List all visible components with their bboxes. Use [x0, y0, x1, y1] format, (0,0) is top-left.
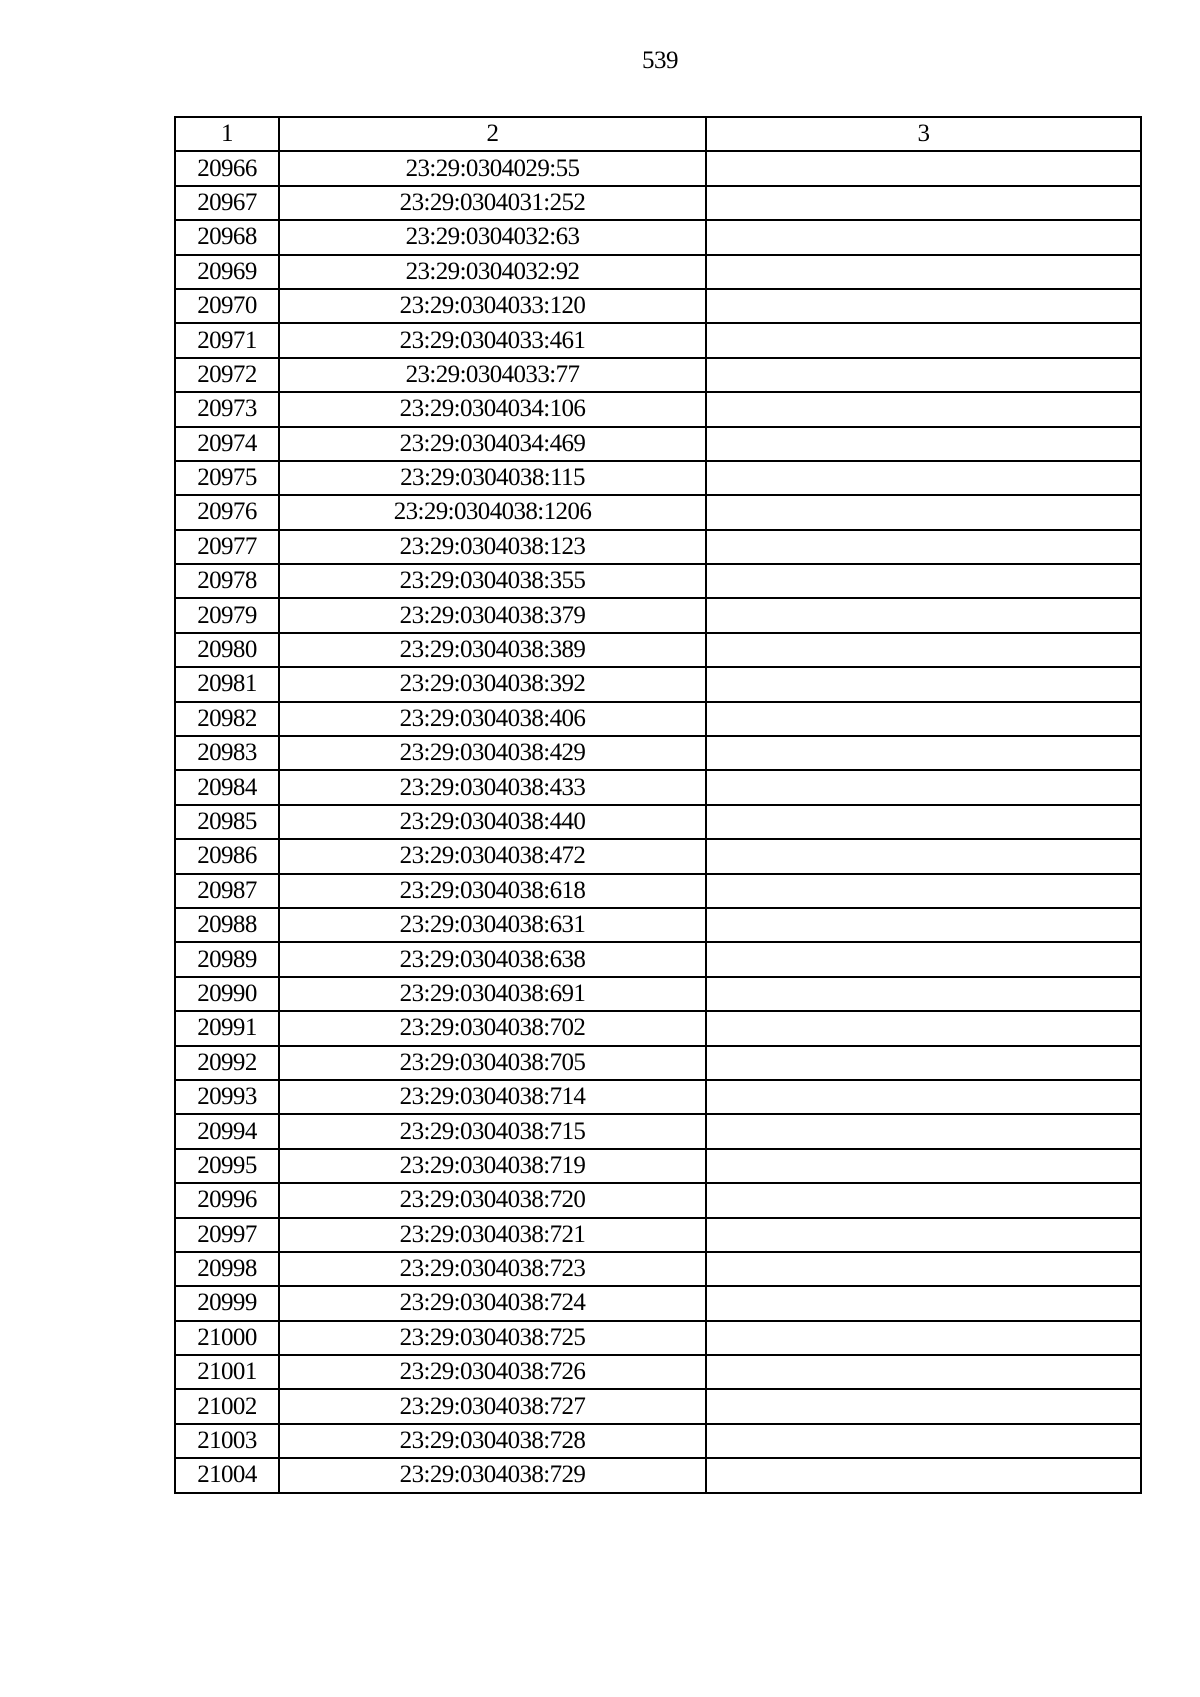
row-number-cell: 20980 [175, 633, 279, 667]
table-row [175, 702, 1141, 736]
column-3-cell [706, 1252, 1141, 1286]
cadastral-number-cell: 23:29:0304038:440 [279, 805, 706, 839]
row-number-cell: 20994 [175, 1114, 279, 1148]
cadastral-number-cell: 23:29:0304029:55 [279, 151, 706, 185]
row-number-cell: 20969 [175, 255, 279, 289]
column-header-1: 1 [175, 117, 279, 151]
table-row [175, 255, 1141, 289]
column-3-cell [706, 908, 1141, 942]
column-3-cell [706, 323, 1141, 357]
cadastral-number-cell: 23:29:0304033:461 [279, 323, 706, 357]
row-number-cell: 20993 [175, 1080, 279, 1114]
row-number-cell: 20999 [175, 1286, 279, 1320]
cadastral-number-cell: 23:29:0304038:728 [279, 1424, 706, 1458]
row-number-cell: 20992 [175, 1046, 279, 1080]
cadastral-number-cell: 23:29:0304038:631 [279, 908, 706, 942]
table-row [175, 1321, 1141, 1355]
column-3-cell [706, 461, 1141, 495]
cadastral-number-cell: 23:29:0304038:705 [279, 1046, 706, 1080]
row-number-cell: 20989 [175, 942, 279, 976]
row-number-cell: 20967 [175, 186, 279, 220]
column-3-cell [706, 874, 1141, 908]
cadastral-number-cell: 23:29:0304038:727 [279, 1389, 706, 1423]
table-row [175, 805, 1141, 839]
column-3-cell [706, 530, 1141, 564]
cadastral-number-cell: 23:29:0304038:392 [279, 667, 706, 701]
table-row [175, 1355, 1141, 1389]
column-3-cell [706, 667, 1141, 701]
row-number-cell: 21003 [175, 1424, 279, 1458]
row-number-cell: 20982 [175, 702, 279, 736]
column-3-cell [706, 495, 1141, 529]
row-number-cell: 20970 [175, 289, 279, 323]
table-row [175, 1011, 1141, 1045]
row-number-cell: 20996 [175, 1183, 279, 1217]
column-3-cell [706, 1458, 1141, 1492]
column-3-cell [706, 1183, 1141, 1217]
table-row [175, 1389, 1141, 1423]
cadastral-number-cell: 23:29:0304038:389 [279, 633, 706, 667]
column-3-cell [706, 186, 1141, 220]
cadastral-number-cell: 23:29:0304038:355 [279, 564, 706, 598]
column-header-2: 2 [279, 117, 706, 151]
column-3-cell [706, 1218, 1141, 1252]
page-number: 539 [642, 47, 678, 74]
table-row [175, 1046, 1141, 1080]
cadastral-number-cell: 23:29:0304038:1206 [279, 495, 706, 529]
column-3-cell [706, 255, 1141, 289]
cadastral-number-cell: 23:29:0304034:469 [279, 427, 706, 461]
table-row [175, 839, 1141, 873]
column-3-cell [706, 598, 1141, 632]
table-row [175, 495, 1141, 529]
table-row [175, 151, 1141, 185]
column-3-cell [706, 1114, 1141, 1148]
column-3-cell [706, 358, 1141, 392]
table-row [175, 358, 1141, 392]
row-number-cell: 20972 [175, 358, 279, 392]
column-3-cell [706, 392, 1141, 426]
column-3-cell [706, 839, 1141, 873]
column-3-cell [706, 736, 1141, 770]
column-3-cell [706, 1046, 1141, 1080]
table-row [175, 530, 1141, 564]
cadastral-number-cell: 23:29:0304038:723 [279, 1252, 706, 1286]
row-number-cell: 20974 [175, 427, 279, 461]
cadastral-number-cell: 23:29:0304038:472 [279, 839, 706, 873]
row-number-cell: 20968 [175, 220, 279, 254]
row-number-cell: 20971 [175, 323, 279, 357]
row-number-cell: 20966 [175, 151, 279, 185]
column-3-cell [706, 1389, 1141, 1423]
table-row [175, 461, 1141, 495]
table-row [175, 874, 1141, 908]
cadastral-number-cell: 23:29:0304038:729 [279, 1458, 706, 1492]
cadastral-number-cell: 23:29:0304038:123 [279, 530, 706, 564]
table-row [175, 977, 1141, 1011]
cadastral-number-cell: 23:29:0304031:252 [279, 186, 706, 220]
cadastral-number-cell: 23:29:0304038:720 [279, 1183, 706, 1217]
row-number-cell: 20990 [175, 977, 279, 1011]
column-3-cell [706, 1424, 1141, 1458]
row-number-cell: 20981 [175, 667, 279, 701]
cadastral-number-cell: 23:29:0304034:106 [279, 392, 706, 426]
cadastral-number-cell: 23:29:0304038:725 [279, 1321, 706, 1355]
table-row [175, 667, 1141, 701]
table-row [175, 220, 1141, 254]
cadastral-number-cell: 23:29:0304033:77 [279, 358, 706, 392]
column-3-cell [706, 1355, 1141, 1389]
row-number-cell: 20973 [175, 392, 279, 426]
table-row [175, 942, 1141, 976]
table-row [175, 1080, 1141, 1114]
column-3-cell [706, 289, 1141, 323]
cadastral-number-cell: 23:29:0304038:429 [279, 736, 706, 770]
column-3-cell [706, 942, 1141, 976]
table-row [175, 1458, 1141, 1492]
table-row [175, 1114, 1141, 1148]
column-3-cell [706, 564, 1141, 598]
table-row [175, 1149, 1141, 1183]
column-3-cell [706, 702, 1141, 736]
column-3-cell [706, 770, 1141, 804]
cadastral-table [174, 116, 1142, 1494]
cadastral-number-cell: 23:29:0304038:638 [279, 942, 706, 976]
cadastral-number-cell: 23:29:0304038:433 [279, 770, 706, 804]
cadastral-number-cell: 23:29:0304038:115 [279, 461, 706, 495]
table-row [175, 1252, 1141, 1286]
row-number-cell: 20984 [175, 770, 279, 804]
column-3-cell [706, 1321, 1141, 1355]
table-body [175, 151, 1141, 1492]
row-number-cell: 20988 [175, 908, 279, 942]
row-number-cell: 21002 [175, 1389, 279, 1423]
row-number-cell: 20985 [175, 805, 279, 839]
cadastral-number-cell: 23:29:0304032:92 [279, 255, 706, 289]
table-row [175, 186, 1141, 220]
cadastral-number-cell: 23:29:0304038:719 [279, 1149, 706, 1183]
table-row [175, 323, 1141, 357]
column-3-cell [706, 427, 1141, 461]
cadastral-number-cell: 23:29:0304038:714 [279, 1080, 706, 1114]
column-3-cell [706, 1149, 1141, 1183]
column-3-cell [706, 633, 1141, 667]
column-3-cell [706, 1286, 1141, 1320]
table-row [175, 1218, 1141, 1252]
row-number-cell: 20978 [175, 564, 279, 598]
table-row [175, 564, 1141, 598]
table-row [175, 289, 1141, 323]
table-row [175, 1286, 1141, 1320]
row-number-cell: 20976 [175, 495, 279, 529]
column-3-cell [706, 1011, 1141, 1045]
cadastral-number-cell: 23:29:0304038:715 [279, 1114, 706, 1148]
cadastral-number-cell: 23:29:0304038:406 [279, 702, 706, 736]
row-number-cell: 20991 [175, 1011, 279, 1045]
table-row [175, 427, 1141, 461]
table-row [175, 770, 1141, 804]
table-row [175, 633, 1141, 667]
row-number-cell: 20998 [175, 1252, 279, 1286]
row-number-cell: 20995 [175, 1149, 279, 1183]
column-3-cell [706, 151, 1141, 185]
table-row [175, 392, 1141, 426]
row-number-cell: 20986 [175, 839, 279, 873]
row-number-cell: 21001 [175, 1355, 279, 1389]
row-number-cell: 21004 [175, 1458, 279, 1492]
table-header [175, 117, 1141, 151]
cadastral-number-cell: 23:29:0304038:691 [279, 977, 706, 1011]
table-row [175, 1424, 1141, 1458]
row-number-cell: 21000 [175, 1321, 279, 1355]
cadastral-number-cell: 23:29:0304033:120 [279, 289, 706, 323]
row-number-cell: 20997 [175, 1218, 279, 1252]
row-number-cell: 20979 [175, 598, 279, 632]
column-header-3: 3 [706, 117, 1141, 151]
row-number-cell: 20983 [175, 736, 279, 770]
cadastral-number-cell: 23:29:0304038:724 [279, 1286, 706, 1320]
cadastral-number-cell: 23:29:0304038:726 [279, 1355, 706, 1389]
header-row [175, 117, 1141, 151]
row-number-cell: 20977 [175, 530, 279, 564]
cadastral-number-cell: 23:29:0304038:379 [279, 598, 706, 632]
column-3-cell [706, 1080, 1141, 1114]
row-number-cell: 20987 [175, 874, 279, 908]
column-3-cell [706, 805, 1141, 839]
cadastral-number-cell: 23:29:0304038:702 [279, 1011, 706, 1045]
table-row [175, 598, 1141, 632]
table-row [175, 736, 1141, 770]
column-3-cell [706, 977, 1141, 1011]
column-3-cell [706, 220, 1141, 254]
cadastral-number-cell: 23:29:0304038:618 [279, 874, 706, 908]
cadastral-number-cell: 23:29:0304038:721 [279, 1218, 706, 1252]
cadastral-number-cell: 23:29:0304032:63 [279, 220, 706, 254]
row-number-cell: 20975 [175, 461, 279, 495]
table-row [175, 908, 1141, 942]
table-row [175, 1183, 1141, 1217]
